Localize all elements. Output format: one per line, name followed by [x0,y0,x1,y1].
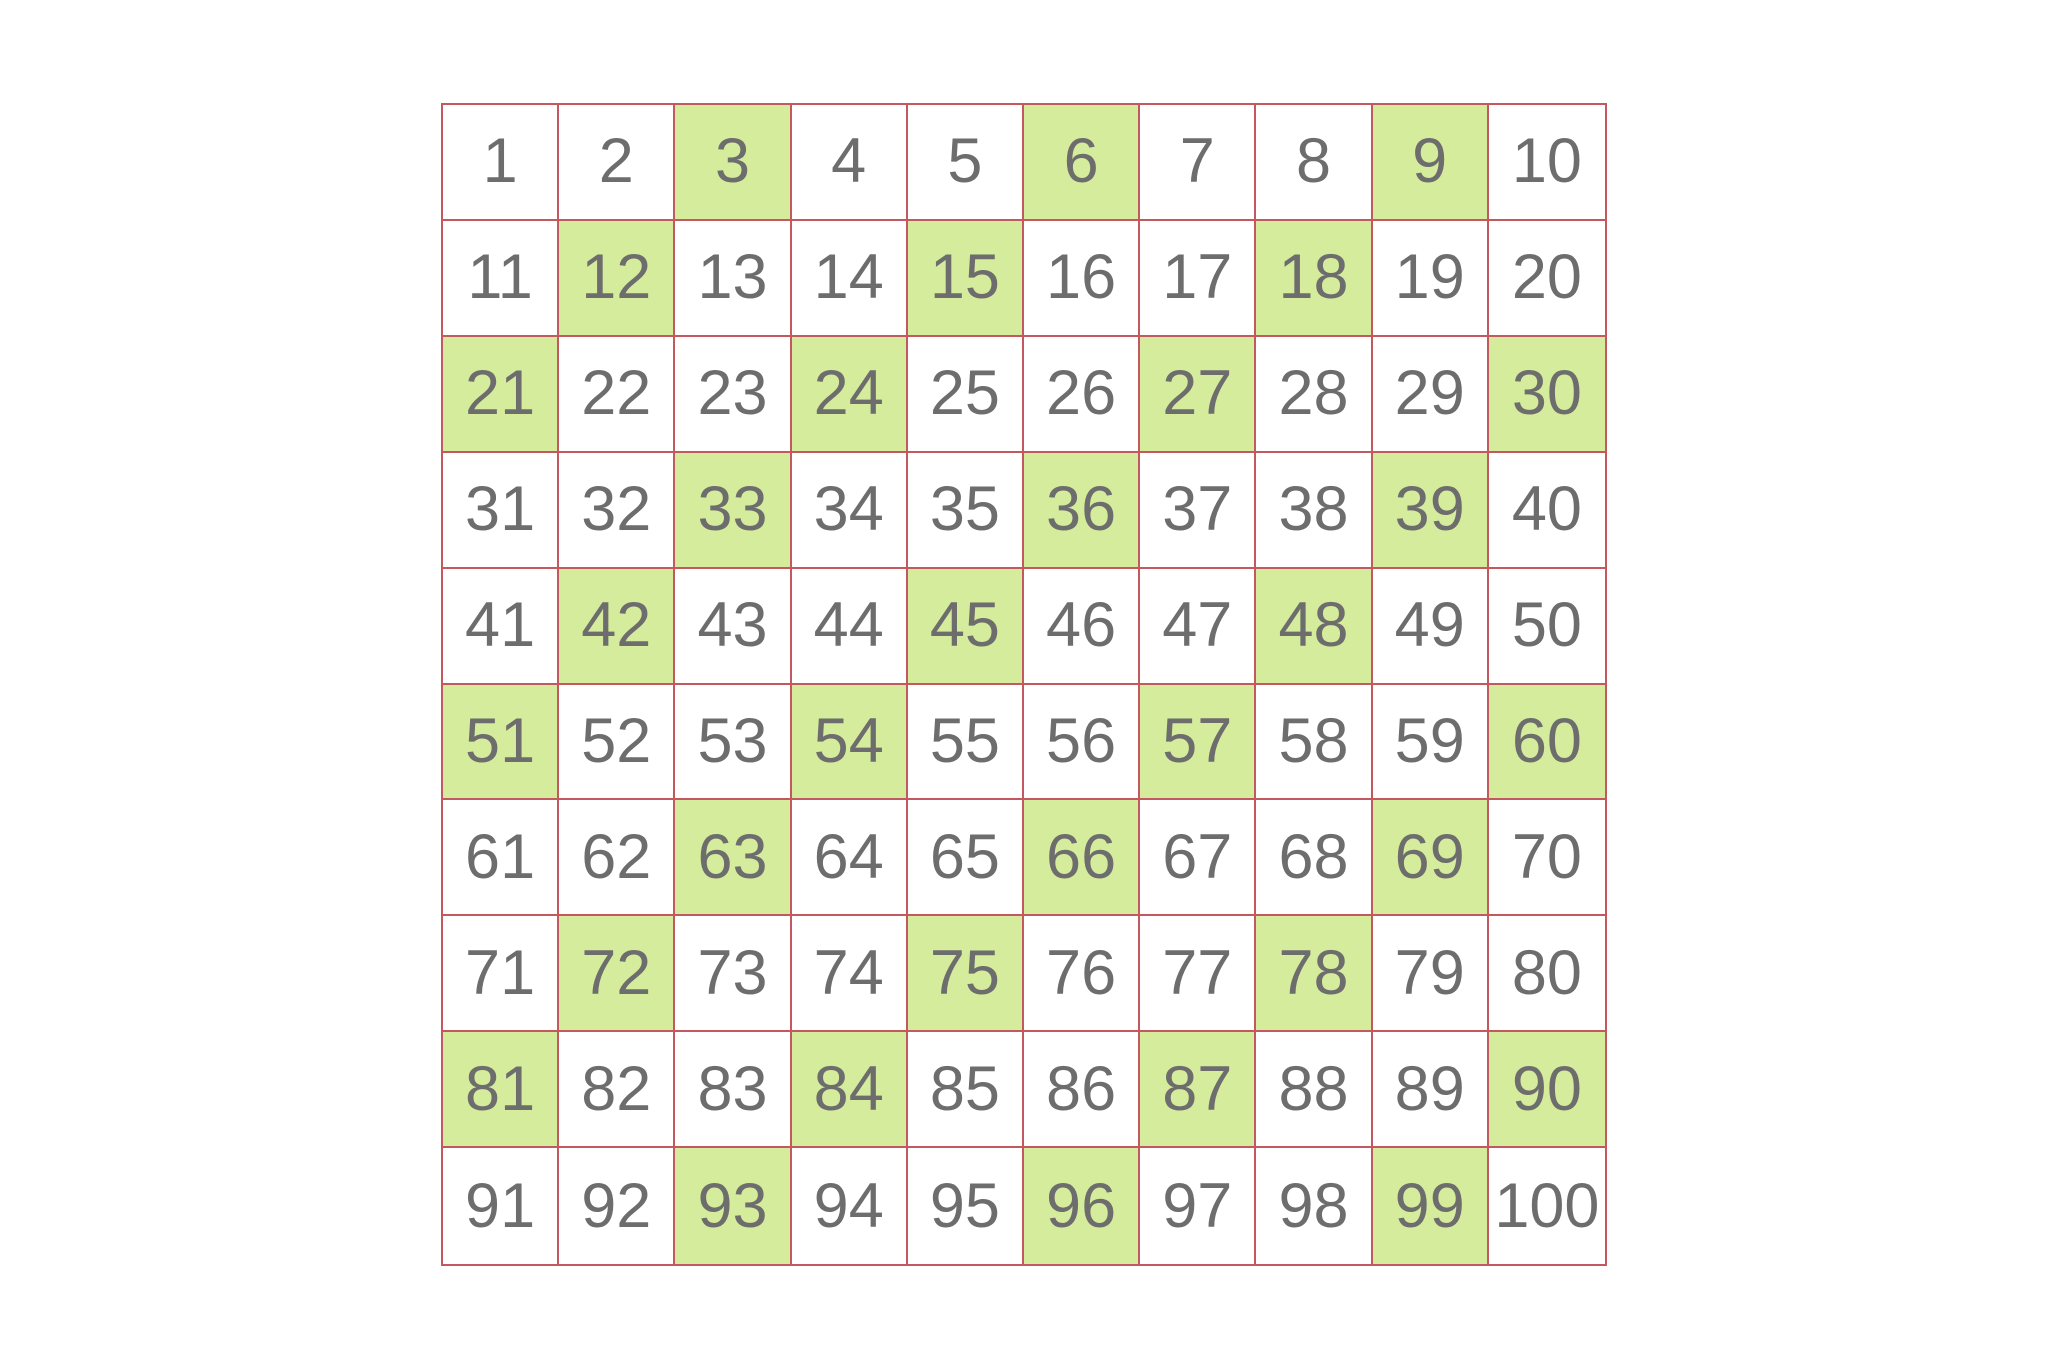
grid-cell-94: 94 [792,1148,908,1264]
grid-cell-17: 17 [1140,221,1256,337]
grid-cell-100: 100 [1489,1148,1605,1264]
grid-cell-46: 46 [1024,569,1140,685]
grid-cell-40: 40 [1489,453,1605,569]
grid-cell-45: 45 [908,569,1024,685]
grid-cell-35: 35 [908,453,1024,569]
grid-cell-77: 77 [1140,916,1256,1032]
grid-cell-53: 53 [675,685,791,801]
grid-cell-74: 74 [792,916,908,1032]
grid-cell-75: 75 [908,916,1024,1032]
grid-cell-83: 83 [675,1032,791,1148]
grid-cell-43: 43 [675,569,791,685]
grid-cell-81: 81 [443,1032,559,1148]
grid-cell-63: 63 [675,800,791,916]
grid-cell-33: 33 [675,453,791,569]
grid-cell-27: 27 [1140,337,1256,453]
grid-cell-38: 38 [1256,453,1372,569]
grid-cell-55: 55 [908,685,1024,801]
grid-cell-48: 48 [1256,569,1372,685]
grid-cell-59: 59 [1373,685,1489,801]
grid-cell-88: 88 [1256,1032,1372,1148]
grid-cell-44: 44 [792,569,908,685]
grid-cell-22: 22 [559,337,675,453]
grid-cell-13: 13 [675,221,791,337]
grid-cell-93: 93 [675,1148,791,1264]
grid-cell-69: 69 [1373,800,1489,916]
grid-cell-2: 2 [559,105,675,221]
grid-cell-97: 97 [1140,1148,1256,1264]
grid-cell-79: 79 [1373,916,1489,1032]
grid-cell-67: 67 [1140,800,1256,916]
grid-cell-14: 14 [792,221,908,337]
grid-cell-68: 68 [1256,800,1372,916]
grid-cell-86: 86 [1024,1032,1140,1148]
grid-cell-24: 24 [792,337,908,453]
grid-cell-91: 91 [443,1148,559,1264]
grid-cell-84: 84 [792,1032,908,1148]
grid-cell-65: 65 [908,800,1024,916]
grid-cell-12: 12 [559,221,675,337]
grid-cell-58: 58 [1256,685,1372,801]
grid-cell-47: 47 [1140,569,1256,685]
grid-cell-11: 11 [443,221,559,337]
grid-cell-41: 41 [443,569,559,685]
grid-cell-73: 73 [675,916,791,1032]
grid-cell-70: 70 [1489,800,1605,916]
grid-cell-4: 4 [792,105,908,221]
grid-cell-1: 1 [443,105,559,221]
grid-cell-42: 42 [559,569,675,685]
grid-cell-50: 50 [1489,569,1605,685]
grid-cell-71: 71 [443,916,559,1032]
grid-cell-51: 51 [443,685,559,801]
grid-cell-82: 82 [559,1032,675,1148]
grid-cell-39: 39 [1373,453,1489,569]
grid-cell-37: 37 [1140,453,1256,569]
grid-cell-80: 80 [1489,916,1605,1032]
grid-cell-54: 54 [792,685,908,801]
grid-cell-85: 85 [908,1032,1024,1148]
grid-cell-9: 9 [1373,105,1489,221]
grid-cell-87: 87 [1140,1032,1256,1148]
grid-cell-56: 56 [1024,685,1140,801]
grid-cell-3: 3 [675,105,791,221]
grid-cell-95: 95 [908,1148,1024,1264]
grid-cell-7: 7 [1140,105,1256,221]
grid-cell-21: 21 [443,337,559,453]
grid-cell-15: 15 [908,221,1024,337]
grid-cell-20: 20 [1489,221,1605,337]
grid-cell-5: 5 [908,105,1024,221]
grid-cell-31: 31 [443,453,559,569]
grid-cell-19: 19 [1373,221,1489,337]
grid-cell-30: 30 [1489,337,1605,453]
grid-cell-89: 89 [1373,1032,1489,1148]
grid-cell-6: 6 [1024,105,1140,221]
grid-cell-76: 76 [1024,916,1140,1032]
grid-cell-8: 8 [1256,105,1372,221]
grid-cell-32: 32 [559,453,675,569]
grid-cell-25: 25 [908,337,1024,453]
grid-cell-28: 28 [1256,337,1372,453]
grid-cell-72: 72 [559,916,675,1032]
grid-cell-36: 36 [1024,453,1140,569]
grid-cell-57: 57 [1140,685,1256,801]
grid-cell-66: 66 [1024,800,1140,916]
grid-cell-96: 96 [1024,1148,1140,1264]
grid-cell-62: 62 [559,800,675,916]
grid-cell-34: 34 [792,453,908,569]
grid-cell-52: 52 [559,685,675,801]
grid-cell-90: 90 [1489,1032,1605,1148]
grid-cell-49: 49 [1373,569,1489,685]
grid-cell-10: 10 [1489,105,1605,221]
grid-cell-98: 98 [1256,1148,1372,1264]
grid-cell-60: 60 [1489,685,1605,801]
grid-cell-64: 64 [792,800,908,916]
grid-cell-16: 16 [1024,221,1140,337]
grid-cell-78: 78 [1256,916,1372,1032]
hundreds-chart-grid [441,103,1607,1266]
grid-cell-61: 61 [443,800,559,916]
grid-cell-23: 23 [675,337,791,453]
grid-cell-18: 18 [1256,221,1372,337]
grid-cell-26: 26 [1024,337,1140,453]
grid-cell-92: 92 [559,1148,675,1264]
grid-cell-99: 99 [1373,1148,1489,1264]
grid-cell-29: 29 [1373,337,1489,453]
